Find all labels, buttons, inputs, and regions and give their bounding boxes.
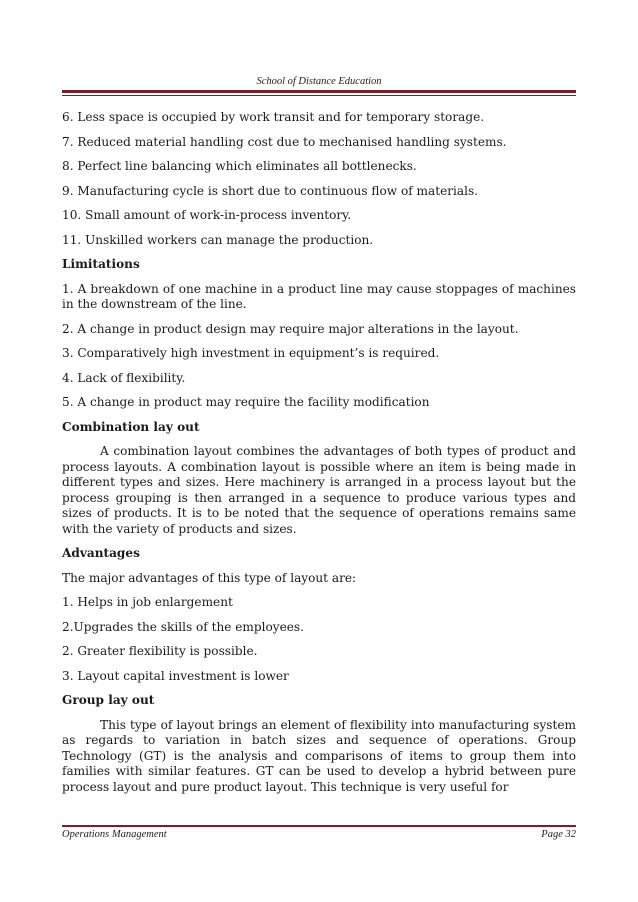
body-paragraph: This type of layout brings an element of flexibility into manufacturing system as regards to variation in batch sizes and sequence of operations. Group Technology (GT) is the analysis and comparisons of items to group them into families with similar features. GT can be used to develop a hybrid between pure process layout and pure product layout. This technique is very useful for <box>62 717 576 794</box>
list-item: 1. A breakdown of one machine in a product line may cause stoppages of machines in the downstream of the line. <box>62 281 576 311</box>
footer-course-title: Operations Management <box>62 829 167 840</box>
list-item: 2.Upgrades the skills of the employees. <box>62 619 304 634</box>
header-rule <box>62 90 576 93</box>
intro-text: The major advantages of this type of layout are: <box>62 570 357 585</box>
list-item: 7. Reduced material handling cost due to mechanised handling systems. <box>62 134 507 149</box>
list-item: 2. Greater flexibility is possible. <box>62 644 258 658</box>
section-heading-limitations: Limitations <box>62 257 140 271</box>
body-paragraph: A combination layout combines the advantages of both types of product and process layouts. A combination layout is possible where an item is being made in different types and sizes. Here machinery is arranged in a process layout but the process grouping is then arranged in a sequence to produce various types and sizes of products. It is to be noted that the sequence of operations remains same with the variety of products and sizes. <box>62 444 576 536</box>
list-item: 11. Unskilled workers can manage the production. <box>62 232 374 247</box>
footer-page-number: Page 32 <box>541 829 576 840</box>
running-header: School of Distance Education <box>256 76 382 87</box>
list-item: 6. Less space is occupied by work transit and for temporary storage. <box>62 110 485 124</box>
footer-rule <box>62 825 576 827</box>
list-item: 5. A change in product may require the facility modification <box>62 395 430 409</box>
section-heading-combination: Combination lay out <box>62 419 200 434</box>
header-rule-thin <box>62 95 576 96</box>
list-item: 3. Layout capital investment is lower <box>62 668 289 683</box>
page-content <box>62 110 576 795</box>
list-item: 9. Manufacturing cycle is short due to continuous flow of materials. <box>62 183 479 198</box>
list-item: 1. Helps in job enlargement <box>62 595 233 609</box>
list-item: 3. Comparatively high investment in equipment’s is required. <box>62 346 440 360</box>
list-item: 4. Lack of flexibility. <box>62 370 186 385</box>
list-item: 10. Small amount of work-in-process inventory. <box>62 208 352 222</box>
list-item: 2. A change in product design may require major alterations in the layout. <box>62 321 519 336</box>
section-heading-group: Group lay out <box>62 693 155 707</box>
section-heading-advantages: Advantages <box>62 546 140 560</box>
list-item: 8. Perfect line balancing which eliminates all bottlenecks. <box>62 159 417 173</box>
